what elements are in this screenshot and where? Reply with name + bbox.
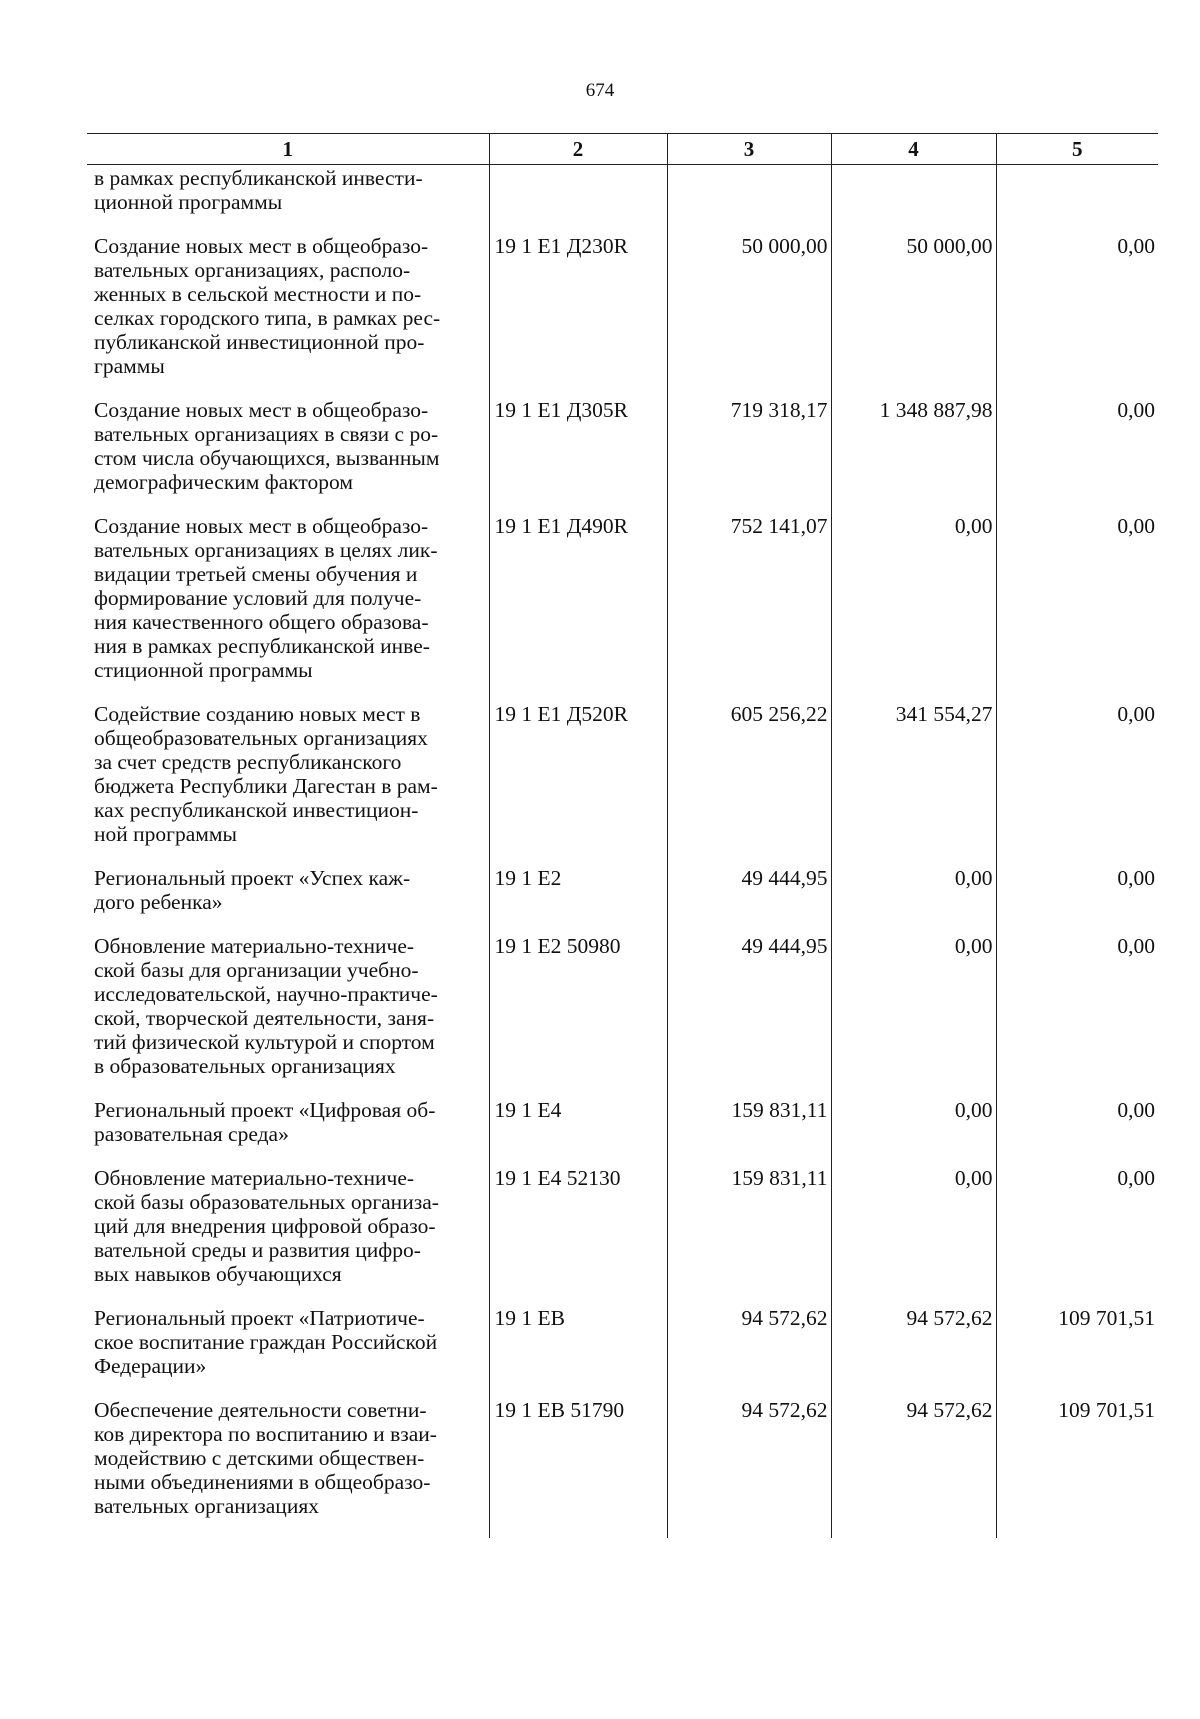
cell-name: Региональный проект «Цифровая об- разовательная среда» xyxy=(94,1098,436,1146)
cell-col4-value: 1 348 887,98 xyxy=(831,398,996,514)
table-row xyxy=(87,1306,1158,1398)
cell-code: 19 1 Е1 Д230R xyxy=(489,234,667,398)
cell-name: Обновление материально-техниче- ской базы для организации учебно- исследовательской, научно-практиче- ской, творческой деятельности, заня- тий физической культурой и спортом в образовательных организациях xyxy=(94,934,438,1078)
cell-code: 19 1 Е2 xyxy=(489,866,667,934)
cell-col3-value: 49 444,95 xyxy=(667,934,831,1098)
cell-col3-value: 94 572,62 xyxy=(667,1306,831,1398)
cell-name: Обновление материально-техниче- ской базы образовательных организа- ций для внедрения цифровой образо- вательной среды и развития цифро- вых навыков обучающихся xyxy=(94,1166,439,1286)
cell-code: 19 1 ЕВ 51790 xyxy=(489,1398,667,1538)
table-row xyxy=(87,702,1158,866)
cell-col3-value: 159 831,11 xyxy=(667,1098,831,1166)
cell-col4-value: 94 572,62 xyxy=(831,1398,996,1538)
cell-code: 19 1 Е4 52130 xyxy=(489,1166,667,1306)
cell-col4-value: 0,00 xyxy=(831,514,996,702)
cell-col5-value: 0,00 xyxy=(996,866,1158,934)
budget-table-container xyxy=(87,133,1158,1538)
cell-code: 19 1 Е4 xyxy=(489,1098,667,1166)
table-header xyxy=(87,134,1158,165)
cell-col4-value: 341 554,27 xyxy=(831,702,996,866)
cell-col5-value: 109 701,51 xyxy=(996,1398,1158,1538)
table-body xyxy=(87,165,1158,1539)
cell-col3-value xyxy=(667,165,831,235)
cell-col3-value: 159 831,11 xyxy=(667,1166,831,1306)
cell-col5-value: 0,00 xyxy=(996,702,1158,866)
budget-table xyxy=(87,133,1158,1538)
cell-name: Обеспечение деятельности советни- ков директора по воспитанию и взаи- модействию с детскими обществен- ными объединениями в общеобразо- вательных организациях xyxy=(94,1398,437,1518)
cell-col4-value: 0,00 xyxy=(831,866,996,934)
cell-col3-value: 50 000,00 xyxy=(667,234,831,398)
table-row xyxy=(87,234,1158,398)
table-row xyxy=(87,1398,1158,1538)
cell-code: 19 1 Е1 Д520R xyxy=(489,702,667,866)
cell-col5-value: 0,00 xyxy=(996,398,1158,514)
cell-col5-value: 0,00 xyxy=(996,934,1158,1098)
column-header-1: 1 xyxy=(87,134,489,165)
table-row xyxy=(87,934,1158,1098)
cell-name: в рамках республиканской инвести- ционной программы xyxy=(94,166,423,214)
cell-name: Создание новых мест в общеобразо- вательных организациях в связи с ро- стом числа обучающихся, вызванным демографическим фактором xyxy=(94,398,440,494)
cell-col3-value: 49 444,95 xyxy=(667,866,831,934)
page-number: 674 xyxy=(585,80,615,101)
cell-col4-value: 50 000,00 xyxy=(831,234,996,398)
cell-col3-value: 605 256,22 xyxy=(667,702,831,866)
cell-name: Создание новых мест в общеобразо- вательных организациях, располо- женных в сельской местности и по- селках городского типа, в рамках рес- публиканской инвестиционной про- граммы xyxy=(94,234,441,378)
cell-code: 19 1 Е2 50980 xyxy=(489,934,667,1098)
cell-name: Региональный проект «Патриотиче- ское воспитание граждан Российской Федерации» xyxy=(94,1306,438,1378)
cell-col3-value: 94 572,62 xyxy=(667,1398,831,1538)
cell-name: Региональный проект «Успех каж- дого ребенка» xyxy=(94,866,411,914)
table-row xyxy=(87,514,1158,702)
cell-col5-value: 0,00 xyxy=(996,234,1158,398)
cell-col5-value: 109 701,51 xyxy=(996,1306,1158,1398)
table-row xyxy=(87,165,1158,235)
cell-col3-value: 752 141,07 xyxy=(667,514,831,702)
cell-code xyxy=(489,165,667,235)
cell-name: Содействие созданию новых мест в общеобразовательных организациях за счет средств республиканского бюджета Республики Дагестан в рам- ках республиканской инвестицион- ной программы xyxy=(94,702,438,846)
cell-code: 19 1 Е1 Д490R xyxy=(489,514,667,702)
cell-col4-value: 0,00 xyxy=(831,1166,996,1306)
cell-code: 19 1 ЕВ xyxy=(489,1306,667,1398)
table-row xyxy=(87,1166,1158,1306)
cell-col4-value: 0,00 xyxy=(831,934,996,1098)
cell-col4-value: 94 572,62 xyxy=(831,1306,996,1398)
table-row xyxy=(87,866,1158,934)
column-header-2: 2 xyxy=(489,134,667,165)
cell-col5-value: 0,00 xyxy=(996,1166,1158,1306)
cell-code: 19 1 Е1 Д305R xyxy=(489,398,667,514)
cell-name: Создание новых мест в общеобразо- вательных организациях в целях лик- видации третьей смены обучения и формирование условий для получе- ния качественного общего образова- ния в рамках республиканской инве- стиционной программы xyxy=(94,514,438,682)
cell-col4-value xyxy=(831,165,996,235)
column-header-5: 5 xyxy=(996,134,1158,165)
header-row xyxy=(87,134,1158,165)
cell-col4-value: 0,00 xyxy=(831,1098,996,1166)
cell-col5-value: 0,00 xyxy=(996,1098,1158,1166)
column-header-4: 4 xyxy=(831,134,996,165)
table-row xyxy=(87,1098,1158,1166)
cell-col3-value: 719 318,17 xyxy=(667,398,831,514)
table-row xyxy=(87,398,1158,514)
column-header-3: 3 xyxy=(667,134,831,165)
cell-col5-value: 0,00 xyxy=(996,514,1158,702)
cell-col5-value xyxy=(996,165,1158,235)
